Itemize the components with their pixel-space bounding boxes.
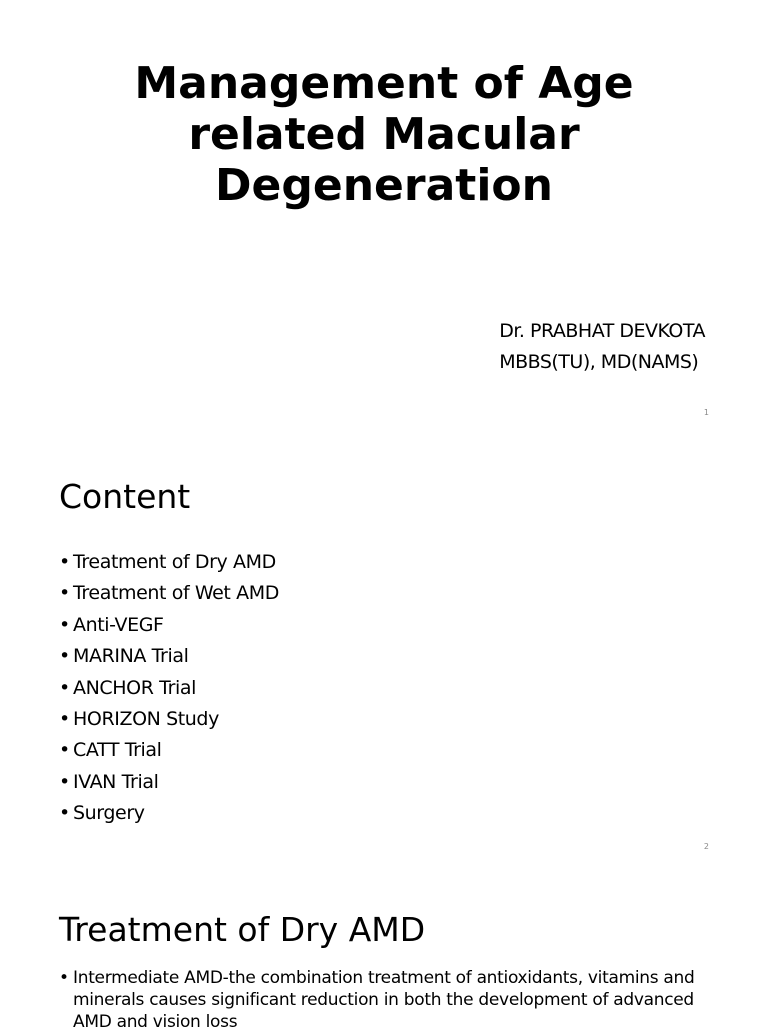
page-number: 2 [703, 842, 709, 851]
list-item: • Anti-VEGF [59, 610, 279, 641]
list-item: • Intermediate AMD-the combination treatment of antioxidants, vitamins and minerals causes significant reduction in both the development of advanced AMD and vision loss [59, 967, 699, 1033]
slide-3 [0, 866, 768, 1032]
list-item: • MARINA Trial [59, 641, 279, 672]
list-item: • Treatment of Dry AMD [59, 547, 279, 578]
list-item: • ANCHOR Trial [59, 673, 279, 704]
list-item: • CATT Trial [59, 735, 279, 766]
list-item: • IVAN Trial [59, 767, 279, 798]
slide-2 [0, 433, 768, 866]
author-block [499, 316, 705, 378]
author-name: Dr. PRABHAT DEVKOTA [499, 320, 705, 342]
list-item: • Treatment of Wet AMD [59, 578, 279, 609]
slide-title: Treatment of Dry AMD [59, 910, 426, 949]
author-degrees: MBBS(TU), MD(NAMS) [499, 351, 699, 373]
slide-title: Content [59, 477, 191, 516]
page-number: 1 [703, 408, 709, 417]
list-item: • Surgery [59, 798, 279, 829]
list-item: • HORIZON Study [59, 704, 279, 735]
slide-1 [0, 0, 768, 433]
content-list [59, 547, 279, 830]
slide-title: Management of Age related Macular Degeneration [134, 58, 634, 211]
body-list [59, 967, 699, 1033]
